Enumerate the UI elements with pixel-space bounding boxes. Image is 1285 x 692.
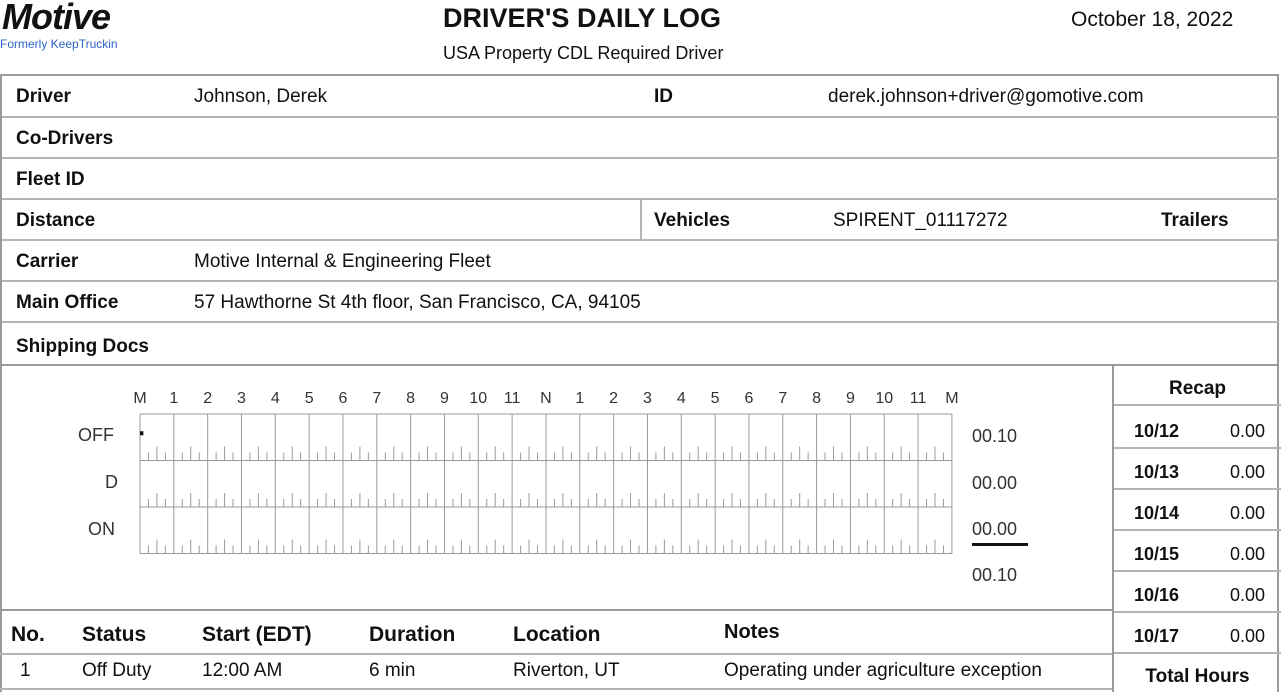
fleet-row: [2, 159, 1279, 200]
hour-label: 10: [469, 390, 488, 407]
col-header-notes: Notes: [724, 621, 780, 643]
col-header-no: No.: [11, 623, 45, 646]
hour-label: 7: [372, 390, 382, 407]
driver-label: Driver: [16, 86, 71, 107]
recap-date: 10/17: [1134, 626, 1180, 646]
col-header-location: Location: [513, 623, 601, 646]
fleet-id-label: Fleet ID: [16, 169, 85, 190]
carrier-row: [2, 241, 1279, 282]
col-header-duration: Duration: [369, 623, 456, 646]
recap-title: Recap: [1114, 366, 1281, 406]
recap-row: [1114, 613, 1281, 654]
hour-label: M: [945, 390, 959, 407]
hour-label: 6: [744, 390, 754, 407]
logo-subtitle: Formerly KeepTruckin: [0, 37, 118, 51]
carrier-label: Carrier: [16, 251, 79, 272]
duty-grid-svg: [0, 366, 1112, 610]
driver-value: Johnson, Derek: [194, 86, 328, 107]
codrivers-label: Co-Drivers: [16, 128, 114, 149]
grid-total-on: 00.00: [972, 519, 1018, 539]
header-separator: [0, 653, 1112, 655]
id-value: derek.johnson+driver@gomotive.com: [828, 86, 1144, 107]
recap-hours: 0.00: [1229, 421, 1265, 441]
recap-row: [1114, 490, 1281, 531]
recap-hours: 0.00: [1229, 503, 1265, 523]
grid-grand-total: 00.10: [972, 565, 1018, 585]
recap-date: 10/12: [1134, 421, 1180, 441]
recap-hours: 0.00: [1229, 544, 1265, 564]
recap-row: [1114, 408, 1281, 449]
grid-total-off: 00.10: [972, 426, 1018, 446]
hour-label: 11: [909, 390, 927, 407]
hour-label: 1: [169, 390, 179, 407]
hour-label: 1: [575, 390, 585, 407]
hour-label: 8: [406, 390, 416, 407]
hour-label: 10: [875, 390, 894, 407]
carrier-value: Motive Internal & Engineering Fleet: [194, 251, 491, 272]
recap-date: 10/16: [1134, 585, 1180, 605]
grid-total-underline: [972, 543, 1028, 546]
col-header-start: Start (EDT): [202, 623, 312, 646]
event-notes: Operating under agriculture exception: [724, 660, 1042, 681]
recap-row: [1114, 572, 1281, 613]
shipping-row: [2, 323, 1279, 366]
grid-row-label-driving: D: [105, 472, 118, 492]
hour-label: 9: [845, 390, 855, 407]
codrivers-row: [2, 118, 1279, 159]
grid-row-label-off: OFF: [78, 425, 114, 445]
recap-row: [1114, 449, 1281, 490]
logo-wordmark: Motive: [2, 0, 111, 37]
recap-hours: 0.00: [1229, 462, 1265, 482]
events-table: [0, 609, 1112, 692]
recap-hours: 0.00: [1229, 626, 1265, 646]
hour-label: 3: [642, 390, 652, 407]
hour-label: 9: [440, 390, 449, 407]
office-row: [2, 282, 1279, 323]
recap-date: 10/15: [1134, 544, 1180, 564]
hour-label: 4: [676, 390, 686, 407]
vehicles-value: SPIRENT_01117272: [833, 210, 1008, 231]
main-office-label: Main Office: [16, 292, 119, 313]
hour-label: 11: [503, 390, 521, 407]
hour-label: 5: [304, 390, 314, 407]
duty-status-grid: [0, 366, 1112, 610]
recap-date: 10/13: [1134, 462, 1180, 482]
recap-total-hours-label: Total Hours: [1145, 666, 1250, 687]
hour-label: 5: [710, 390, 720, 407]
vehicles-label: Vehicles: [654, 210, 731, 231]
distance-divider: [640, 200, 642, 241]
hour-label: 4: [270, 390, 280, 407]
trailers-label: Trailers: [1161, 210, 1229, 231]
row-separator: [0, 688, 1112, 690]
hour-label: M: [133, 390, 147, 407]
event-location: Riverton, UT: [513, 660, 620, 681]
event-start: 12:00 AM: [202, 660, 283, 681]
grid-total-driving: 00.00: [972, 473, 1018, 493]
col-header-status: Status: [82, 623, 147, 646]
grid-row-label-on: ON: [88, 519, 115, 539]
distance-label: Distance: [16, 210, 96, 231]
hour-label: 2: [203, 390, 213, 407]
id-label: ID: [654, 86, 673, 107]
recap-panel: [1112, 366, 1279, 692]
hour-label: 3: [237, 390, 246, 407]
main-office-value: 57 Hawthorne St 4th floor, San Francisco, CA, 94105: [194, 292, 641, 313]
shipping-docs-label: Shipping Docs: [16, 336, 149, 357]
recap-date: 10/14: [1134, 503, 1180, 523]
off-duty-status-line: [140, 431, 143, 435]
distance-row: [2, 200, 1279, 241]
hour-label: 2: [609, 390, 619, 407]
hour-label: 6: [338, 390, 348, 407]
recap-row: [1114, 531, 1281, 572]
event-status: Off Duty: [82, 660, 152, 681]
recap-hours: 0.00: [1229, 585, 1265, 605]
event-no: 1: [20, 660, 31, 681]
event-duration: 6 min: [369, 660, 416, 681]
hour-label: 7: [778, 390, 788, 407]
hour-label: 8: [812, 390, 822, 407]
log-date: October 18, 2022: [1071, 8, 1234, 31]
driver-row: [2, 74, 1279, 118]
page-title: DRIVER'S DAILY LOG: [443, 3, 721, 33]
page-subtitle: USA Property CDL Required Driver: [443, 43, 724, 63]
hour-label: N: [540, 390, 552, 407]
